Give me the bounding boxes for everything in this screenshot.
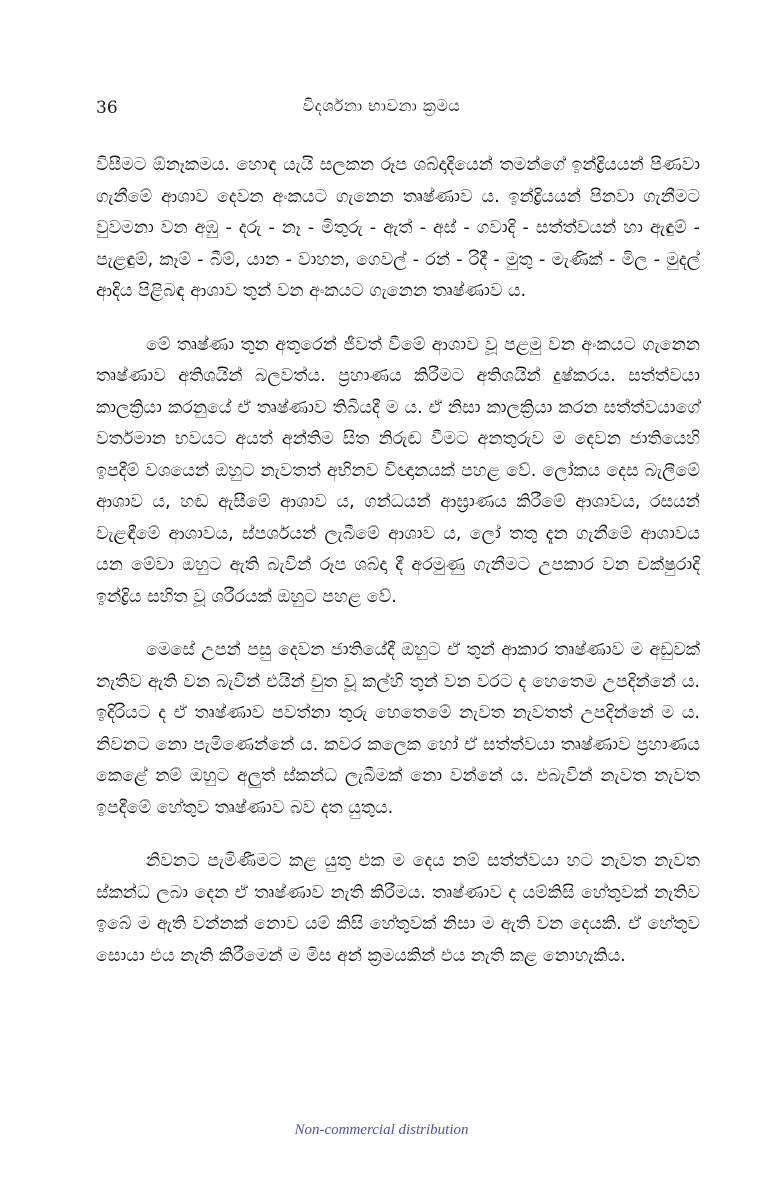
page-number: 36 bbox=[96, 98, 118, 118]
paragraph-2: මේ තෘෂ්ණා තුන අතුරෙන් ජීවත් වීමේ ආශාව වූ පළමු වන අංකයට ගැනෙන තෘෂ්ණාව අතිශයින් බලවත්ය. ප්‍රහාණය කිරීමට අතිශයින් දුෂ්කරය. සත්ත්වයා කාලක්‍රියා කරනුයේ ඒ තෘෂ්ණාව තිබියදී ම ය. ඒ නිසා කාලක්‍රියා කරන සත්ත්වයාගේ වර්තමාන භවයට අයත් අන්තිම සිත නිරුඬ වීමට අනතුරුව ම දෙවන ජාතියෙහි ඉපදීම් වශයෙන් ඔහුට නැවතත් අභිනව විඥානයක් පහළ වේ. ලෝකය දෙස බැලීමේ ආශාව ය, හඬ ඇසීමේ ආශාව ය, ගන්ධයන් ආඝ්‍රාණය කිරීමේ ආශාවය, රසයන් වැළඳීමේ ආශාවය, ස්පර්ශයන් ලැබීමේ ආශාව ය, ලෝ තතු දැන ගැනීමේ ආශාවය යන මේවා ඔහුට ඇති බැවින් රූප ශබ්දා දී අරමුණු ගැනීමට උපකාර වන චක්ෂුරාදි ඉන්ද්‍රිය සහිත වූ ශරීරයක් ඔහුට පහළ වේ. bbox=[96, 334, 700, 607]
distribution-notice: Non-commercial distribution bbox=[294, 1122, 469, 1138]
paragraph-3: මෙසේ උපන් පසු දෙවන ජාතියේදී ඔහුට ඒ තුන් ආකාර තෘෂ්ණාව ම අඩුවක් නැතිව ඇති වන බැවින් එයින් චුත වූ කල්හි තුන් වන වරට ද හෙතෙම උපදින්නේ ය. ඉදිරියට ද ඒ තෘෂ්ණාව පවත්නා තුරු හෙතෙමේ නැවත නැවතත් උපදින්නේ ම ය. නිවනට නො පැමිණෙන්නේ ය. කවර කලෙක හෝ ඒ සත්ත්වයා තෘෂ්ණාව ප්‍රහාණය කෙළේ නම් ඔහුට අලුත් ස්කන්ධ ලැබීමක් නො වන්නේ ය. එබැවින් නැවත නැවත ඉපදීමේ හේතුව තෘෂ්ණාව බව දත යුතුය. bbox=[96, 640, 700, 818]
body-text bbox=[96, 150, 700, 994]
paragraph-4: නිවනට පැමිණීමට කළ යුතු එක ම දෙය නම් සත්ත්වයා හට නැවත නැවත ස්කන්ධ ලබා දෙන ඒ තෘෂ්ණාව නැති කිරීමය. තෘෂ්ණාව ද යම්කිසි හේතුවක් නැතිව ඉබේ ම ඇති වන්නක් නොව යම් කිසි හේතුවක් නිසා ම ඇති වන දෙයකි. ඒ හේතුව සොයා එය නැති කිරීමෙන් ම මිස අන් ක්‍රමයකින් එය නැති කළ නොහැකිය. bbox=[96, 851, 700, 966]
running-title: විදර්ශනා භාවනා ක්‍රමය bbox=[302, 96, 461, 115]
paragraph-1: විසීමට ඕනෑකමය. හොඳ යැයි සලකන රූප ශබ්දාදියෙන් තමන්ගේ ඉන්ද්‍රියයන් පිණවා ගැනීමේ ආශාව දෙවන අංකයට ගැනෙන තෘෂ්ණාව ය. ඉන්ද්‍රියයන් පිනවා ගැනීමට වුවමනා වන අඹු - දරු - නෑ - මිතුරු - ඇත් - අස් - ගවාදි - සත්ත්වයන් හා ඇඳුම් - පැළඳුම්, කෑම් - බීම්, යාන - වාහන, ගෙවල් - රන් - රිදී - මුතු - මැණික් - මිල - මුදල් ආදිය පිළිබඳ ආශාව තුන් වන අංකයට ගැනෙන තෘෂ්ණාව ය. bbox=[96, 155, 700, 301]
